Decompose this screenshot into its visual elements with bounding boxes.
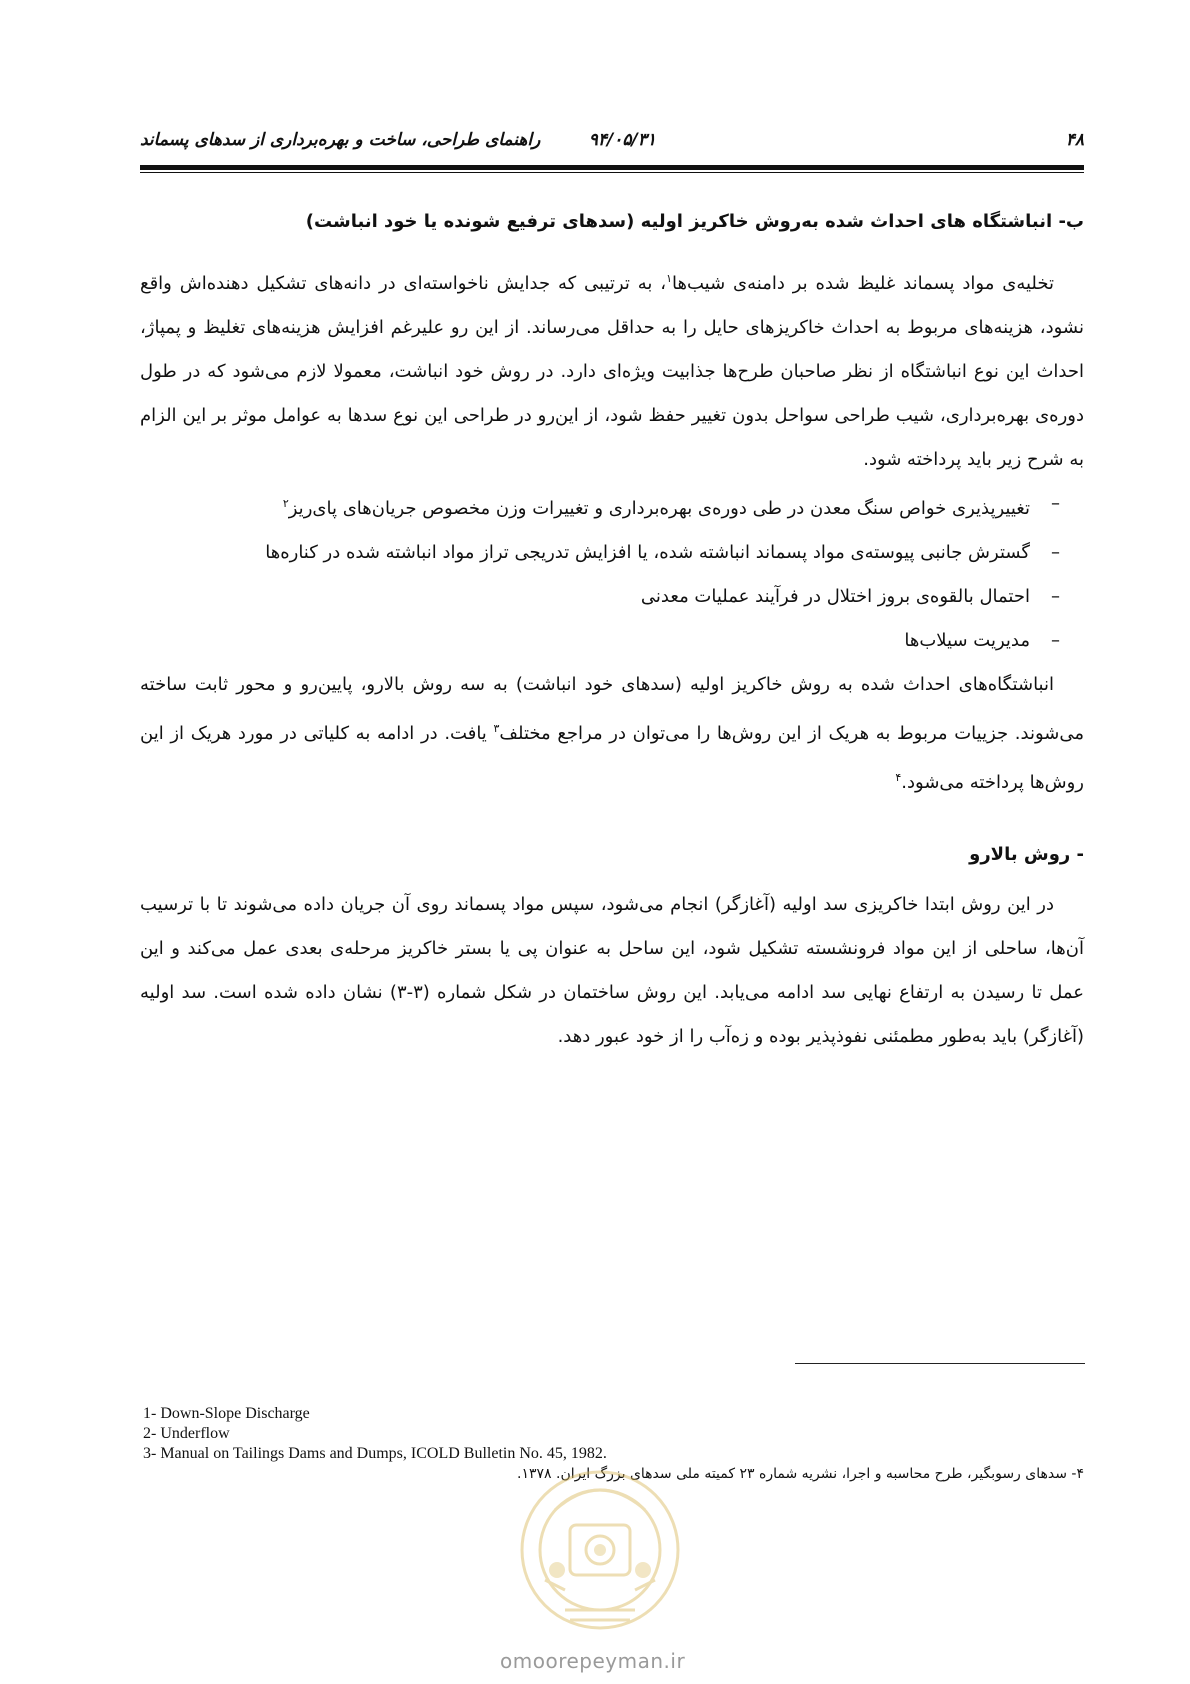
watermark-seal-icon <box>485 1440 715 1640</box>
dash-icon: – <box>1051 630 1060 651</box>
paragraph-2 <box>140 663 1084 805</box>
dash-icon: – <box>1051 493 1060 514</box>
footnote-4: ۴- سدهای رسوبگیر، طرح محاسبه و اجرا، نشریه شماره ۲۳ کمیته ملی سدهای بزرگ ایران. ۱۳۷۸. <box>517 1466 1084 1482</box>
footnote-ref-1[interactable]: ۱ <box>666 272 672 285</box>
subheading-upstream-method: - روش بالارو <box>969 844 1084 865</box>
main-content <box>140 205 1084 1059</box>
paragraph-2-part-a: انباشتگاه‌های احداث شده به روش خاکریز اولیه (سدهای خود انباشت) به سه روش بالارو، پایین‌رو و محور ثابت ساخته می‌شوند. جزییات مربوط به هریک از این روش‌ها را می‌توان در مراجع مختلف <box>140 674 1084 744</box>
page-number: ۴۸ <box>1065 130 1084 150</box>
list-item-text: مدیریت سیلاب‌ها <box>904 630 1030 651</box>
list-item-text: تغییرپذیری خواص سنگ معدن در طی دوره‌ی بهره‌برداری و تغییرات وزن مخصوص جریان‌های پای‌ریز <box>288 498 1030 519</box>
footnote-ref-3[interactable]: ۳ <box>493 722 500 735</box>
list-item <box>140 482 1060 531</box>
document-title: راهنمای طراحی، ساخت و بهره‌برداری از سدهای پسماند <box>140 130 541 150</box>
footnote-1: 1- Down-Slope Discharge <box>143 1405 310 1422</box>
footnote-2: 2- Underflow <box>143 1425 230 1442</box>
dash-icon: – <box>1051 586 1060 607</box>
paragraph-1 <box>140 257 1084 482</box>
footnote-3: 3- Manual on Tailings Dams and Dumps, ICOLD Bulletin No. 45, 1982. <box>143 1445 607 1462</box>
footnote-separator <box>795 1363 1085 1364</box>
page-header <box>140 128 1084 158</box>
dash-icon: – <box>1051 542 1060 563</box>
header-rule-thin <box>140 172 1084 173</box>
factors-list <box>140 482 1084 663</box>
list-item <box>140 531 1060 575</box>
paragraph-3: در این روش ابتدا خاکریزی سد اولیه (آغازگر) انجام می‌شود، سپس مواد پسماند روی آن جریان داده می‌شوند تا با ترسیب آن‌ها، ساحلی از این مواد فرونشسته تشکیل شود، این ساحل به عنوان پی یا بستر خاکریز مرحله‌ی بعدی عمل می‌کند و این عمل تا رسیدن به ارتفاع نهایی سد ادامه می‌یابد. این روش ساختمان در شکل شماره (۳-۳) نشان داده شده است. سد اولیه (آغازگر) باید به‌طور مطمئنی نفوذپذیر بوده و زه‌آب را از خود عبور دهد. <box>140 894 1084 1047</box>
section-heading: ب- انباشتگاه های احداث شده به‌روش خاکریز اولیه (سدهای ترفیع شونده یا خود انباشت) <box>305 211 1084 232</box>
list-item-text: احتمال بالقوه‌ی بروز اختلال در فرآیند عملیات معدنی <box>640 586 1030 607</box>
paragraph-1-part-b: ، به ترتیبی که جدایش ناخواسته‌ای در دانه‌های تشکیل دهنده‌اش واقع نشود، هزینه‌های مربوط به احداث خاکریزهای حایل را به حداقل می‌رساند. از این رو علیرغم افزایش هزینه‌های تغلیظ و پمپاژ، احداث این نوع انباشتگاه از نظر صاحبان طرح‌ها جذابیت ویژه‌ای دارد. در روش خود انباشت، معمولا لازم می‌شود که در طول دوره‌ی بهره‌برداری، شیب طراحی سواحل بدون تغییر حفظ شود، از این‌رو در طراحی این نوع سدها به عوامل موثر بر این الزام به شرح زیر باید پرداخته شود. <box>140 273 1084 470</box>
footnote-ref-2[interactable]: ۲ <box>282 497 289 510</box>
list-item <box>140 619 1060 663</box>
header-rule-thick <box>140 165 1084 170</box>
list-item <box>140 575 1060 619</box>
watermark-text: omoorepeyman.ir <box>500 1649 686 1673</box>
list-item-text: گسترش جانبی پیوسته‌ی مواد پسماند انباشته شده، یا افزایش تدریجی تراز مواد انباشته شده در کناره‌ها <box>265 542 1030 563</box>
document-date: ۹۴/۰۵/۳۱ <box>588 130 656 150</box>
paragraph-1-part-a: تخلیه‌ی مواد پسماند غلیظ شده بر دامنه‌ی شیب‌ها <box>672 273 1054 294</box>
paragraph-2-part-b: یافت. در ادامه به کلیاتی در مورد هریک از این روش‌ها پرداخته می‌شود. <box>140 723 1084 793</box>
footnote-ref-4[interactable]: ۴ <box>895 771 902 784</box>
